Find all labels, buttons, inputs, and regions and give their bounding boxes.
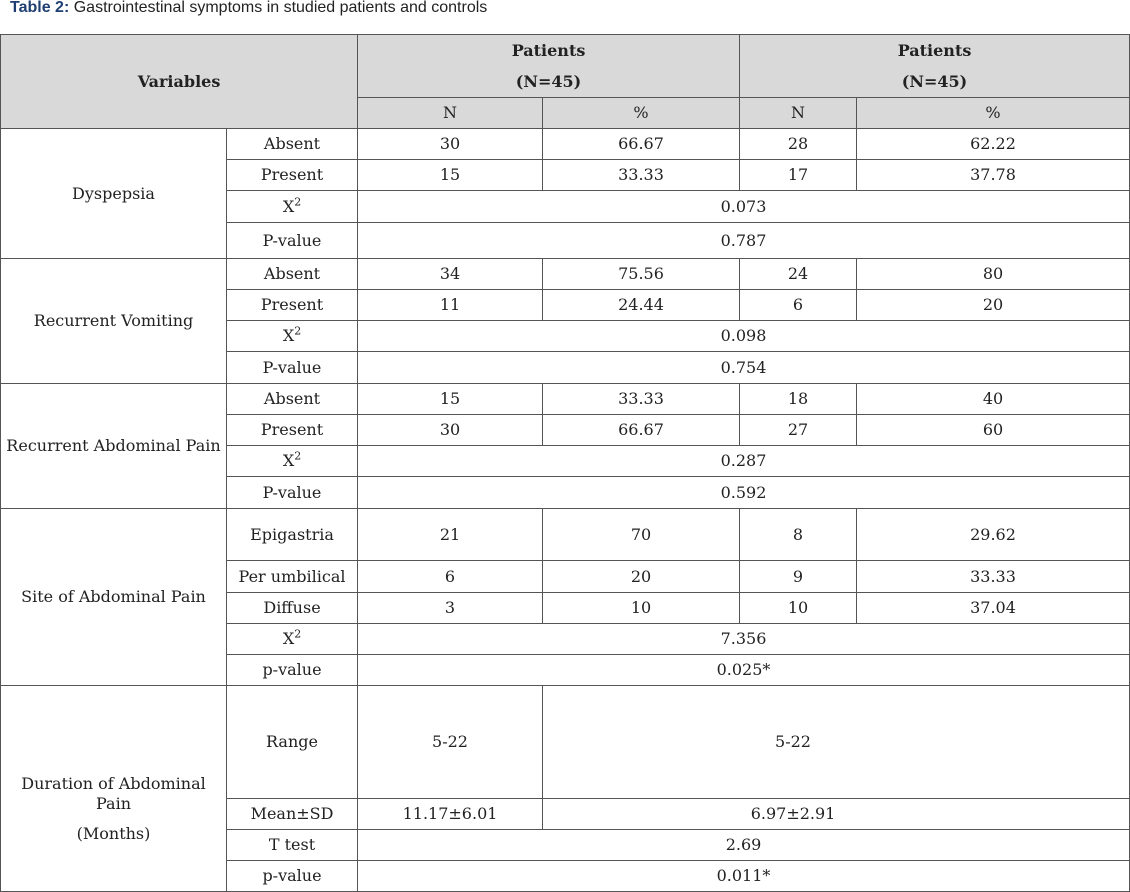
cell: 62.22 [857,129,1130,160]
group2-n-header: N [740,98,857,129]
caption-text: Gastrointestinal symptoms in studied patients and controls [73,0,488,16]
cell: 20 [857,290,1130,321]
row-label: Per umbilical [227,561,358,593]
cell: 37.78 [857,160,1130,191]
chi-square-superscript: 2 [294,627,302,641]
cell: 30 [358,129,543,160]
row-label: Range [227,686,358,799]
symptoms-table [0,34,1130,892]
cell: 2.69 [358,830,1130,861]
cell: 17 [740,160,857,191]
vomiting-label: Recurrent Vomiting [1,259,227,384]
cell: 6 [358,561,543,593]
group1-header [358,35,740,98]
cell: 0.592 [358,477,1130,509]
cell: 5-22 [543,686,1130,799]
cell: 37.04 [857,593,1130,624]
group2-pct-header: % [857,98,1130,129]
cell: 18 [740,384,857,415]
cell: 21 [358,509,543,561]
row-label: Absent [227,129,358,160]
cell: 0.754 [358,352,1130,384]
cell: 27 [740,415,857,446]
cell: 9 [740,561,857,593]
cell: 8 [740,509,857,561]
row-label: Diffuse [227,593,358,624]
abdominal-pain-label: Recurrent Abdominal Pain [1,384,227,509]
cell: 11.17±6.01 [358,799,543,830]
cell: 66.67 [543,129,740,160]
table-row [1,384,1130,415]
row-label [227,446,358,477]
cell: 10 [740,593,857,624]
cell: 28 [740,129,857,160]
cell: 33.33 [543,160,740,191]
cell: 70 [543,509,740,561]
cell: 15 [358,160,543,191]
row-label: T test [227,830,358,861]
cell: 11 [358,290,543,321]
cell: 34 [358,259,543,290]
chi-square-superscript: 2 [294,195,302,209]
group1-n: (N=45) [515,72,582,91]
cell: 0.787 [358,223,1130,259]
duration-unit: (Months) [76,823,151,843]
row-label: Mean±SD [227,799,358,830]
row-label: Present [227,415,358,446]
cell: 33.33 [857,561,1130,593]
row-label: P-value [227,223,358,259]
table-caption [10,0,487,19]
cell: 15 [358,384,543,415]
group1-pct-header: % [543,98,740,129]
cell: 0.011* [358,861,1130,892]
group1-n-header: N [358,98,543,129]
group1-title: Patients [511,41,586,60]
row-label: Epigastria [227,509,358,561]
cell: 10 [543,593,740,624]
cell: 24 [740,259,857,290]
row-label: P-value [227,477,358,509]
cell: 0.098 [358,321,1130,352]
row-label [227,321,358,352]
row-label: Present [227,290,358,321]
group2-title: Patients [897,41,972,60]
cell: 6.97±2.91 [543,799,1130,830]
row-label: P-value [227,352,358,384]
chi-square-symbol: X [282,196,295,216]
dyspepsia-label: Dyspepsia [1,129,227,259]
row-label: Absent [227,384,358,415]
cell: 75.56 [543,259,740,290]
chi-square-superscript: 2 [294,324,302,338]
cell: 20 [543,561,740,593]
table-row [1,259,1130,290]
chi-square-symbol: X [282,629,295,648]
cell: 60 [857,415,1130,446]
table-row [1,509,1130,561]
row-label: Absent [227,259,358,290]
chi-square-symbol: X [282,326,295,345]
cell: 29.62 [857,509,1130,561]
cell: 6 [740,290,857,321]
caption-label: Table 2: [10,0,70,16]
row-label: p-value [227,861,358,892]
cell: 24.44 [543,290,740,321]
cell: 33.33 [543,384,740,415]
table-row [1,129,1130,160]
row-label [227,624,358,655]
cell: 0.287 [358,446,1130,477]
group2-n: (N=45) [901,72,968,91]
variables-header: Variables [1,35,358,129]
cell: 0.073 [358,191,1130,223]
cell: 3 [358,593,543,624]
cell: 5-22 [358,686,543,799]
site-label: Site of Abdominal Pain [1,509,227,686]
cell: 7.356 [358,624,1130,655]
row-label: Present [227,160,358,191]
duration-name: Duration of Abdominal Pain [21,773,206,813]
table-row [1,686,1130,799]
cell: 80 [857,259,1130,290]
cell: 66.67 [543,415,740,446]
group2-header [740,35,1130,98]
row-label: p-value [227,655,358,686]
header-row-groups [1,35,1130,98]
cell: 30 [358,415,543,446]
chi-square-symbol: X [282,451,295,470]
duration-label [1,686,227,892]
cell: 40 [857,384,1130,415]
row-label [227,191,358,223]
chi-square-superscript: 2 [294,449,302,463]
cell: 0.025* [358,655,1130,686]
